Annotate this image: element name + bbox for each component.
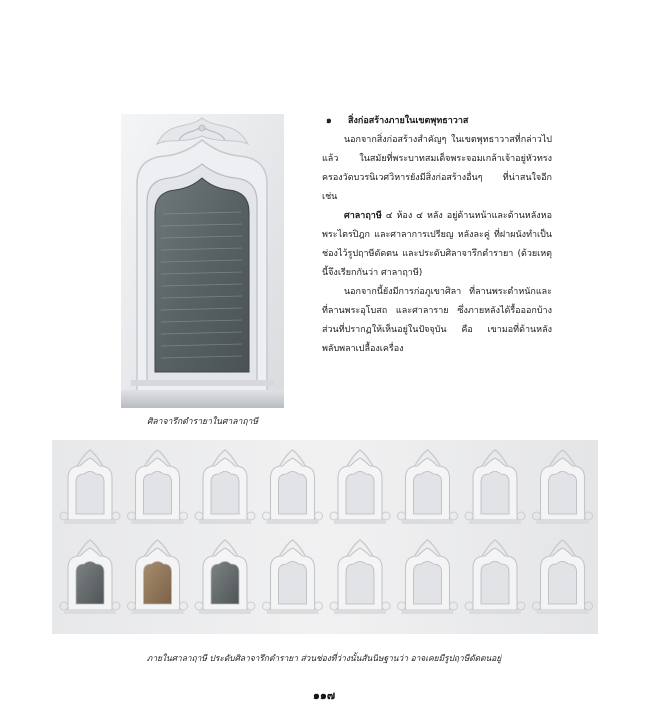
caption-niche-wall: ภายในศาลาฤาษี ประดับศิลาจารึกตำรายา ส่วนช่องที่ว่างนั้นสันนิษฐานว่า อาจเคยมีรูปฤาษีดัดตนอยู่ [146,653,502,663]
section-title: สิ่งก่อสร้างภายในเขตพุทธาวาส [348,116,469,126]
photo-niche-wall [52,440,598,634]
photo-stone-tablet [121,114,284,408]
paragraph-bold-term: ศาลาฤาษี [344,211,382,221]
stone-tablet-illustration [121,114,284,408]
paragraph-sala-ruesi [322,207,552,283]
caption-stone-tablet: ศิลาจารึกตำรายาในศาลาฤาษี [146,417,259,427]
paragraph-rock-garden [322,283,552,359]
paragraph-body: นอกจากนี้ยังมีการก่อภูเขาศิลา ที่ลานพระตำหนักและที่ลานพระอุโบสถ และศาลาราย ซึ่งภายหลังได้รื้อออกบ้าง ส่วนที่ปรากฏให้เห็นอยู่ในปัจจุบัน คือ เขามอที่ด้านหลังพลับพลาเปลื้องเครื่อง [322,287,552,354]
niche-wall-illustration [52,440,598,634]
section-heading [322,112,552,131]
paragraph-intro [322,131,552,207]
paragraph-body: นอกจากสิ่งก่อสร้างสำคัญๆ ในเขตพุทธาวาสที่กล่าวไปแล้ว ในสมัยที่พระบาทสมเด็จพระจอมเกล้าเจ้าอยู่หัวทรงครองวัดบวรนิเวศวิหารยังมีสิ่งก่อสร้างอื่นๆ ที่น่าสนใจอีก เช่น [322,135,552,202]
paragraph-body: ๔ ห้อง ๔ หลัง อยู่ด้านหน้าและด้านหลังหอพระไตรปิฎก และศาลาการเปรียญ หลังละคู่ ที่ฝาผนังทำเป็นช่องไว้รูปฤาษีดัดตน และประดับศิลาจารึกตำรายา (ด้วยเหตุนี้จึงเรียกกันว่า ศาลาฤาษี) [322,211,552,278]
article-text [322,112,552,359]
page-number: ๑๑๗ [312,689,336,702]
section-number: ๑ [326,116,332,126]
